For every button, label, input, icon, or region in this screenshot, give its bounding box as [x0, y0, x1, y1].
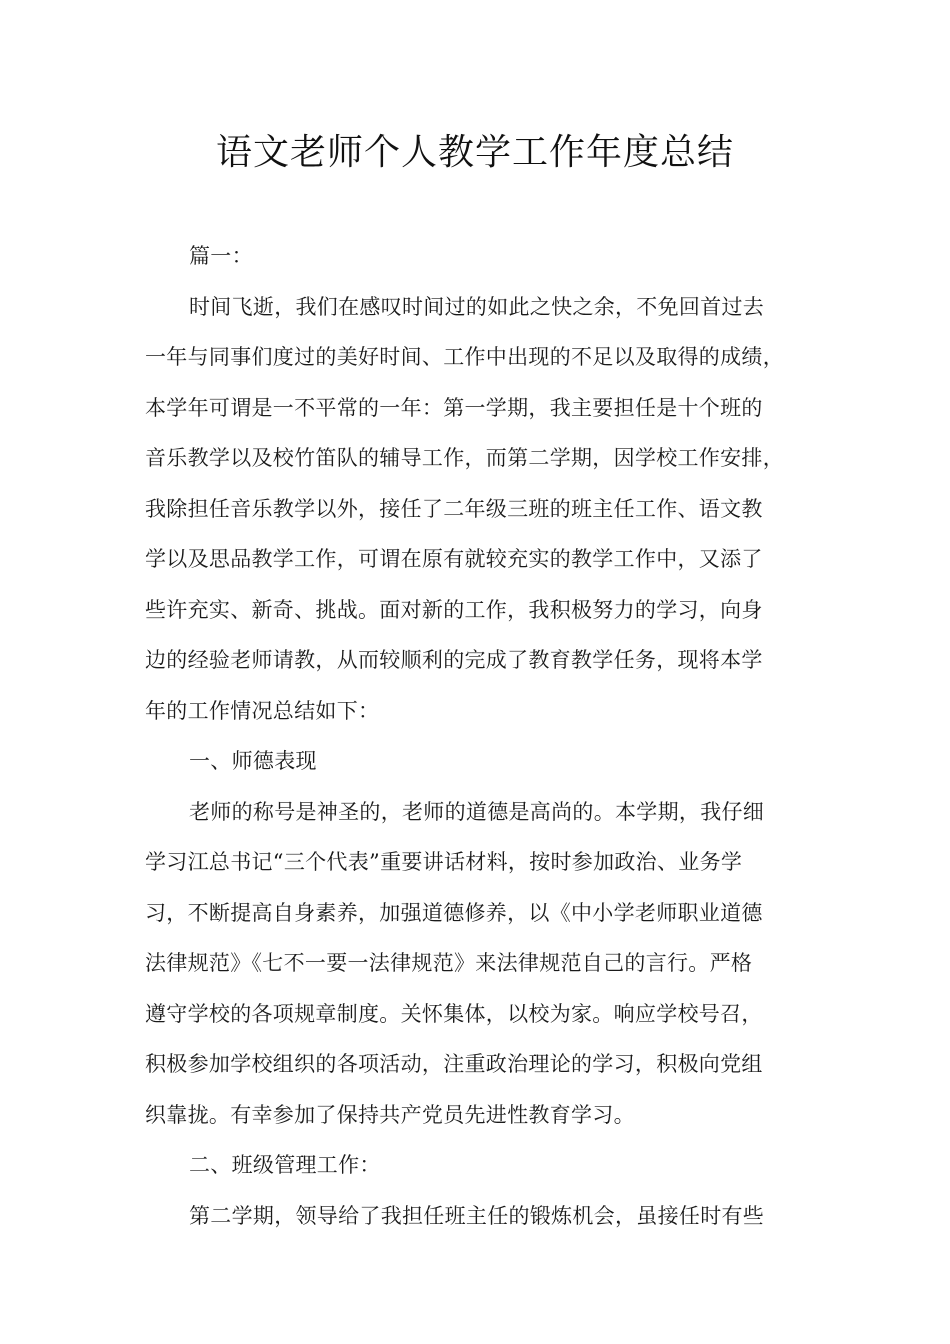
paragraph-line: 织靠拢。有幸参加了保持共产党员先进性教育学习。 — [145, 1102, 635, 1127]
paragraph-line: 年的工作情况总结如下： — [145, 698, 380, 723]
section-label: 篇一： — [189, 244, 253, 268]
section-heading: 一、师德表现 — [189, 749, 317, 773]
paragraph-line: 老师的称号是神圣的，老师的道德是高尚的。本学期，我仔细 — [189, 799, 765, 824]
paragraph-line: 边的经验老师请教，从而较顺利的完成了教育教学任务，现将本学 — [145, 648, 763, 672]
paragraph-line: 遵守学校的各项规章制度。关怀集体，以校为家。响应学校号召， — [145, 1001, 763, 1026]
paragraph-line: 时间飞逝，我们在感叹时间过的如此之快之余，不免回首过去 — [189, 294, 765, 319]
paragraph-line: 积极参加学校组织的各项活动，注重政治理论的学习，积极向党组 — [145, 1052, 763, 1076]
paragraph-line: 学习江总书记“三个代表”重要讲话材料，按时参加政治、业务学 — [145, 850, 743, 874]
section-heading: 二、班级管理工作： — [189, 1153, 381, 1177]
paragraph-line: 音乐教学以及校竹笛队的辅导工作，而第二学期，因学校工作安排， — [145, 446, 784, 470]
paragraph-line: 我除担任音乐教学以外，接任了二年级三班的班主任工作、语文教 — [145, 496, 763, 521]
paragraph-line: 本学年可谓是一不平常的一年：第一学期，我主要担任是十个班的 — [145, 395, 763, 420]
paragraph-line: 些许充实、新奇、挑战。面对新的工作，我积极努力的学习，向身 — [145, 597, 763, 622]
document-title: 语文老师个人教学工作年度总结 — [215, 132, 734, 173]
paragraph-line: 学以及思品教学工作，可谓在原有就较充实的教学工作中，又添了 — [145, 547, 763, 571]
paragraph-line: 习，不断提高自身素养，加强道德修养，以《中小学老师职业道德 — [145, 900, 763, 925]
document-body — [145, 231, 815, 1241]
paragraph-line: 一年与同事们度过的美好时间、工作中出现的不足以及取得的成绩， — [145, 345, 784, 369]
paragraph-line: 第二学期，领导给了我担任班主任的锻炼机会，虽接任时有些 — [189, 1203, 765, 1228]
paragraph-line: 法律规范》《七不一要一法律规范》来法律规范自己的言行。严格 — [145, 951, 753, 975]
